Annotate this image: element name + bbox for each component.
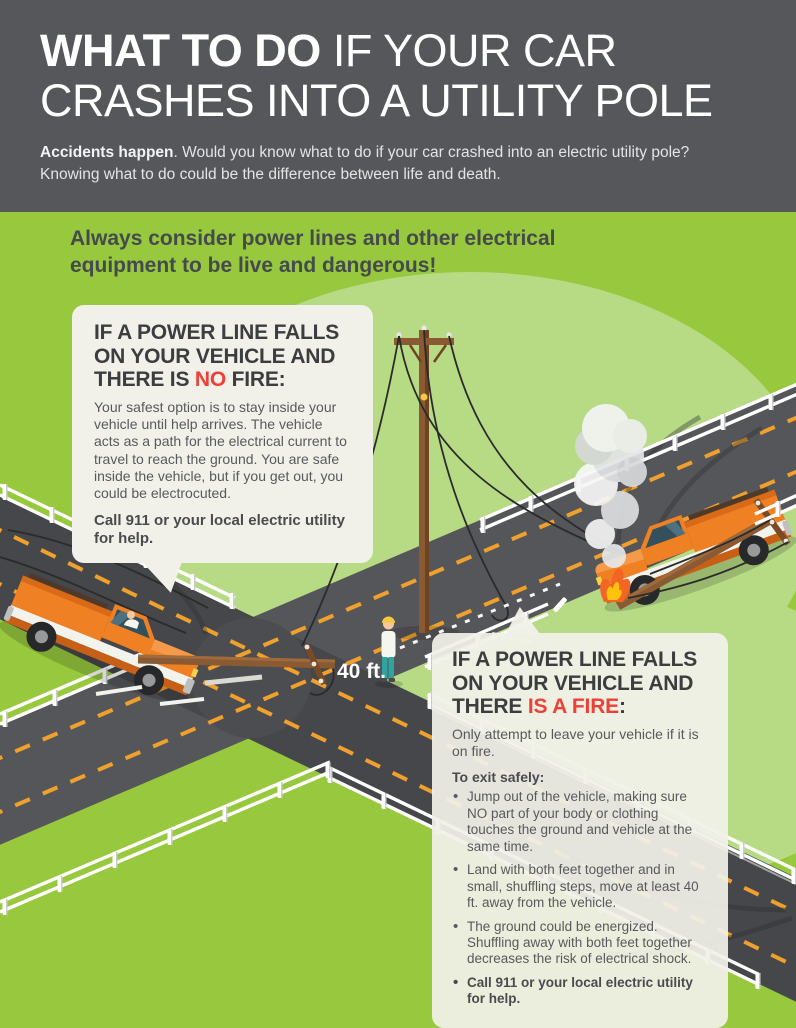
is-a-fire-highlight: IS A FIRE (527, 695, 619, 719)
exit-step-call-911: • Call 911 or your local electric utility for help. (452, 975, 708, 1008)
callout-no-fire (72, 305, 373, 563)
distance-label: 40 ft. (337, 660, 387, 683)
exit-safely-label: To exit safely: (452, 769, 545, 786)
no-fire-highlight: NO (194, 368, 226, 392)
callout-fire (432, 633, 728, 1028)
callout-fire-heading: IF A POWER LINE FALLS ON YOUR VEHICLE AND THERE IS A FIRE: (452, 648, 698, 719)
intro-paragraph (40, 142, 710, 186)
exit-step: • The ground could be energized. Shuffling away with both feet together decreases the risk of electrical shock. (452, 919, 708, 968)
exit-step: • Jump out of the vehicle, making sure NO part of your body or clothing touches the ground and vehicle at the same time. (452, 789, 708, 855)
callout-no-fire-heading: IF A POWER LINE FALLS ON YOUR VEHICLE AND THERE IS NO FIRE: (94, 321, 340, 392)
intro-rest: . Would you know what to do if your car crashed into an electric utility pole? Knowing what to do could be the difference between life and death. (40, 144, 690, 183)
callout-fire-body: Only attempt to leave your vehicle if it is on fire. (452, 725, 699, 759)
callout-no-fire-cta: Call 911 or your local electric utility for help. (94, 511, 345, 547)
page-title-strong: WHAT TO DO (40, 25, 321, 76)
callout-no-fire-body: Your safest option is to stay inside your vehicle until help arrives. The vehicle acts as a path for the electrical current to travel to reach the ground. You are safe inside the vehicle, but if you get out, you could be electrocuted. (94, 398, 347, 502)
intro-lead: Accidents happen (40, 144, 174, 161)
page-title-light: IF YOUR CAR (320, 25, 617, 76)
page-title-line2: CRASHES INTO A UTILITY POLE (40, 75, 713, 126)
exit-steps-list (452, 789, 708, 1008)
exit-step: • Land with both feet together and in small, shuffling steps, move at least 40 ft. away from the vehicle. (452, 862, 708, 911)
safety-banner: Always consider power lines and other electrical equipment to be live and dangerous! (70, 227, 556, 277)
header-band (0, 0, 796, 213)
page-title (40, 26, 780, 126)
